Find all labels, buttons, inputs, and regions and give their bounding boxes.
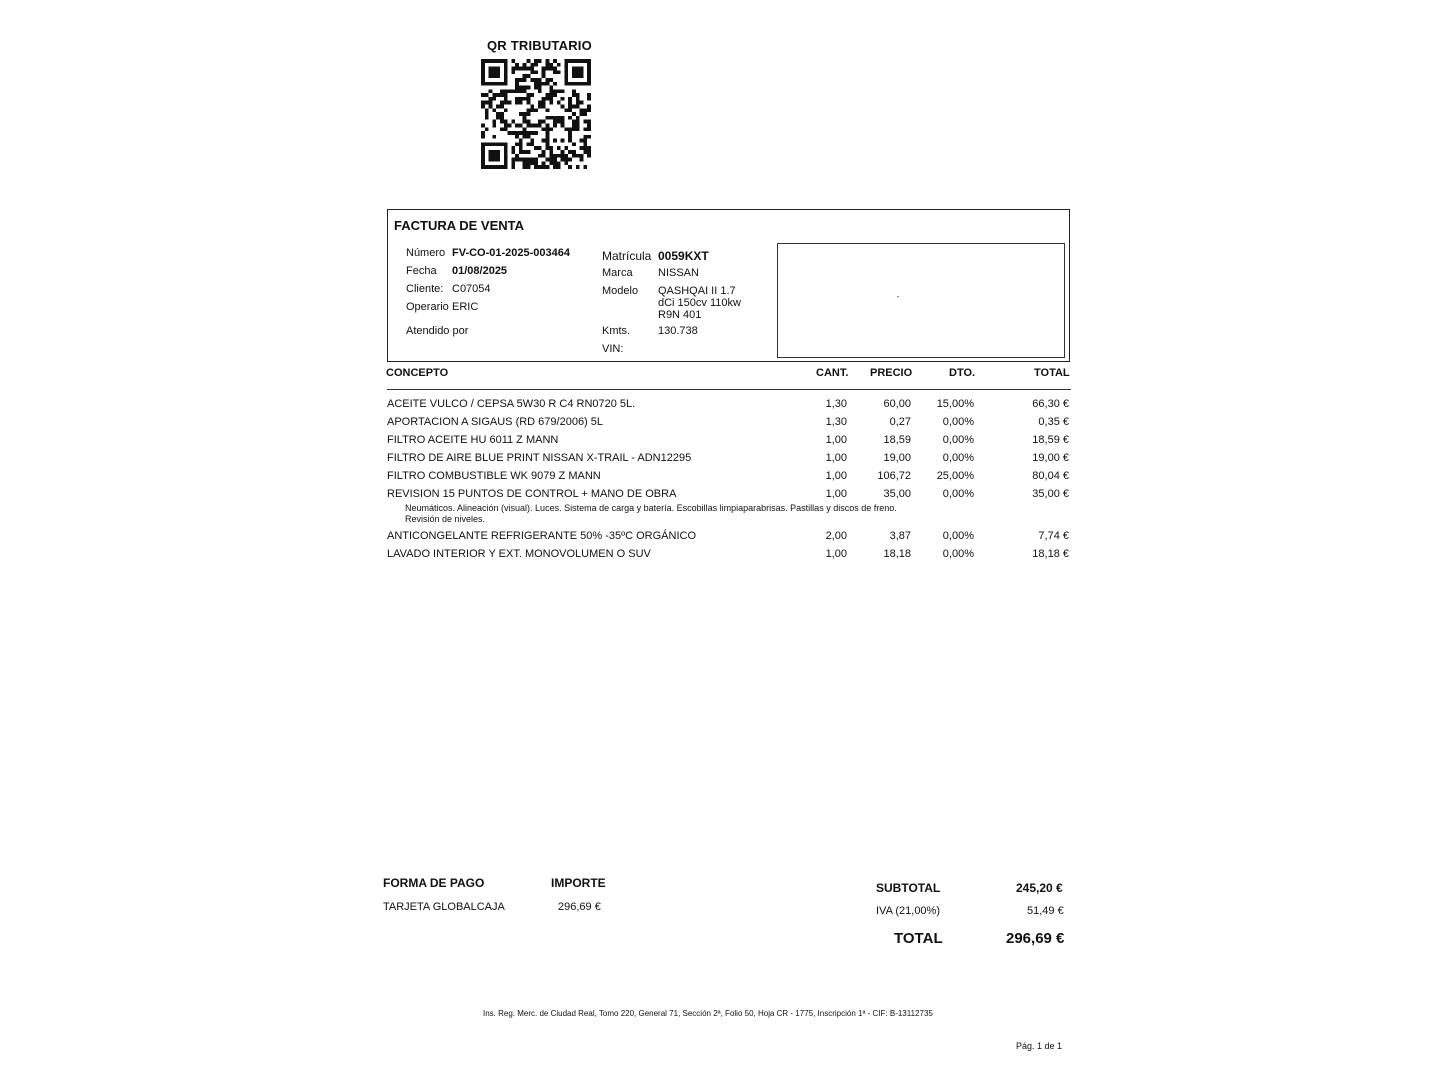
row-cant: 1,00 [825, 488, 847, 500]
row-precio: 60,00 [883, 398, 911, 410]
vin-label: VIN: [602, 343, 624, 355]
row-cant: 1,00 [825, 452, 847, 464]
row-concepto: FILTRO DE AIRE BLUE PRINT NISSAN X-TRAIL - ADN12295 [387, 452, 692, 464]
table-row [387, 416, 1071, 432]
page-number: Pág. 1 de 1 [1016, 1041, 1063, 1051]
row-precio: 18,59 [883, 434, 911, 446]
row-total: 19,00 € [1032, 452, 1069, 464]
row-precio: 18,18 [883, 548, 911, 560]
modelo-value-line3: R9N 401 [658, 309, 702, 321]
payment-amount: 296,69 € [558, 901, 601, 913]
row-cant: 1,00 [825, 434, 847, 446]
stamp-mark [897, 296, 899, 297]
cliente-label: Cliente: [406, 283, 444, 295]
subtotal-label: SUBTOTAL [876, 881, 941, 895]
payment-method: TARJETA GLOBALCAJA [383, 901, 505, 913]
row-total: 18,59 € [1032, 434, 1069, 446]
col-header-concepto: CONCEPTO [386, 367, 449, 379]
row-concepto: LAVADO INTERIOR Y EXT. MONOVOLUMEN O SUV [387, 548, 651, 560]
row-dto: 0,00% [942, 452, 974, 464]
row-dto: 0,00% [942, 488, 974, 500]
operario-label: Operario [406, 301, 449, 313]
numero-value: FV-CO-01-2025-003464 [452, 247, 571, 259]
subtotal-value: 245,20 € [1016, 881, 1063, 895]
qr-code-icon [481, 58, 591, 170]
qr-title: QR TRIBUTARIO [487, 38, 592, 53]
row-total: 35,00 € [1032, 488, 1069, 500]
row-dto: 25,00% [936, 470, 974, 482]
row-cant: 1,00 [825, 548, 847, 560]
registry-footer: Ins. Reg. Merc. de Ciudad Real, Tomo 220, General 71, Sección 2ª, Folio 50, Hoja CR - 1775, Inscripción 1ª - CIF: B-13112735 [483, 1009, 933, 1018]
modelo-label: Modelo [602, 285, 639, 297]
col-header-precio: PRECIO [870, 367, 913, 379]
matricula-value: 0059KXT [658, 249, 709, 263]
total-label: TOTAL [894, 930, 943, 947]
table-row [387, 488, 1071, 504]
table-row [387, 434, 1071, 450]
row-dto: 0,00% [942, 530, 974, 542]
row-precio: 0,27 [889, 416, 911, 428]
cliente-value: C07054 [452, 283, 491, 295]
row-cant: 1,00 [825, 470, 847, 482]
row-concepto: APORTACION A SIGAUS (RD 679/2006) 5L [387, 416, 604, 428]
row-dto: 15,00% [936, 398, 974, 410]
table-row [387, 470, 1071, 486]
row-total: 7,74 € [1038, 530, 1069, 542]
fecha-value: 01/08/2025 [452, 265, 508, 277]
row-precio: 3,87 [889, 530, 911, 542]
row-total: 66,30 € [1032, 398, 1069, 410]
kmts-label: Kmts. [602, 325, 631, 337]
col-header-total: TOTAL [1034, 367, 1070, 379]
row-precio: 106,72 [877, 470, 911, 482]
row-total: 0,35 € [1038, 416, 1069, 428]
operario-value: ERIC [452, 301, 479, 313]
header-divider [387, 389, 1071, 390]
row-precio: 19,00 [883, 452, 911, 464]
row-total: 80,04 € [1032, 470, 1069, 482]
row-dto: 0,00% [942, 416, 974, 428]
forma-de-pago-label: FORMA DE PAGO [383, 876, 485, 890]
iva-value: 51,49 € [1027, 905, 1064, 917]
row-concepto: ACEITE VULCO / CEPSA 5W30 R C4 RN0720 5L. [387, 398, 636, 410]
document-title: FACTURA DE VENTA [394, 218, 524, 233]
table-row [387, 452, 1071, 468]
matricula-label: Matrícula [602, 249, 652, 263]
row-precio: 35,00 [883, 488, 911, 500]
importe-label: IMPORTE [551, 876, 606, 890]
col-header-dto: DTO. [949, 367, 976, 379]
row-cant: 1,30 [825, 416, 847, 428]
kmts-value: 130.738 [658, 325, 698, 337]
fecha-label: Fecha [406, 265, 437, 277]
modelo-value-line1: QASHQAI II 1.7 [658, 285, 736, 297]
numero-label: Número [406, 247, 446, 259]
table-row [387, 398, 1071, 414]
row-cant: 2,00 [825, 530, 847, 542]
row-dto: 0,00% [942, 548, 974, 560]
total-value: 296,69 € [1006, 930, 1065, 947]
col-header-cant: CANT. [816, 367, 849, 379]
table-row [387, 530, 1071, 546]
row-concepto: REVISION 15 PUNTOS DE CONTROL + MANO DE OBRA [387, 488, 677, 500]
iva-label: IVA (21,00%) [876, 905, 940, 917]
marca-value: NISSAN [658, 267, 699, 279]
marca-label: Marca [602, 267, 633, 279]
stamp-box [777, 243, 1065, 358]
row-note-line2: Revisión de niveles. [405, 514, 486, 524]
row-cant: 1,30 [825, 398, 847, 410]
row-total: 18,18 € [1032, 548, 1069, 560]
row-dto: 0,00% [942, 434, 974, 446]
row-concepto: FILTRO COMBUSTIBLE WK 9079 Z MANN [387, 470, 601, 482]
row-concepto: FILTRO ACEITE HU 6011 Z MANN [387, 434, 559, 446]
atendido-label: Atendido por [406, 325, 469, 337]
row-concepto: ANTICONGELANTE REFRIGERANTE 50% -35ºC ORGÁNICO [387, 530, 697, 542]
table-row [387, 548, 1071, 564]
row-note-line1: Neumáticos. Alineación (visual). Luces. Sistema de carga y batería. Escobillas limpiaparabrisas. Pastillas y discos de freno. [405, 503, 897, 513]
modelo-value-line2: dCi 150cv 110kw [658, 297, 741, 309]
